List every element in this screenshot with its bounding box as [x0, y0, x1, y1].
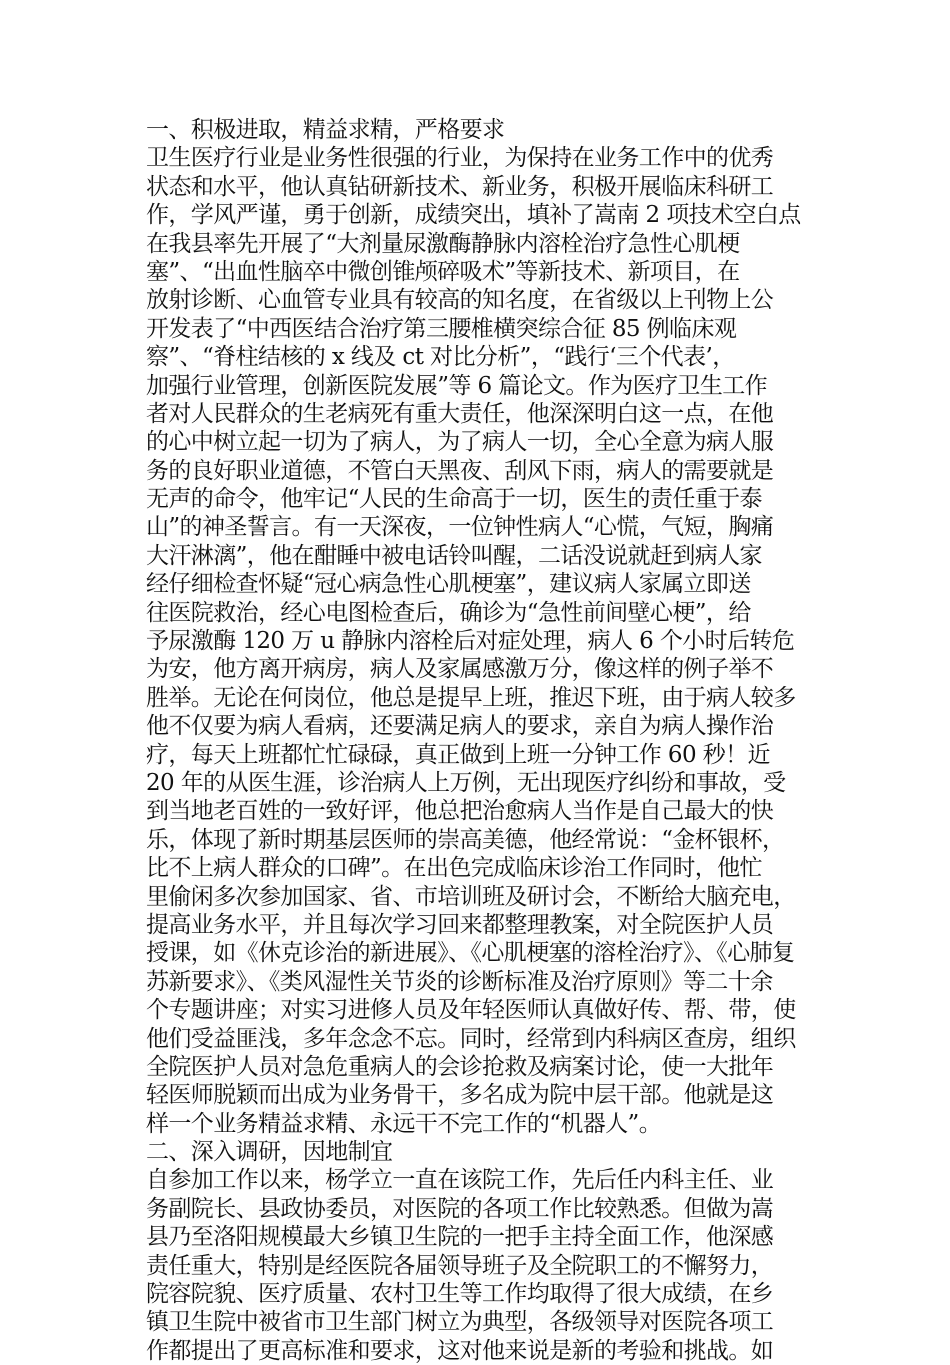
- text-line: 务副院长、县政协委员，对医院的各项工作比较熟悉。但做为嵩: [146, 1195, 774, 1222]
- text-line: 县乃至洛阳规模最大乡镇卫生院的一把手主持全面工作，他深感: [146, 1224, 774, 1251]
- text-line: 20 年的从医生涯，诊治病人上万例，无出现医疗纠纷和事故，受: [146, 769, 786, 796]
- text-line: 疗，每天上班都忙忙碌碌，真正做到上班一分钟工作 60 秒！近: [146, 741, 770, 768]
- text-line: 个专题讲座；对实习进修人员及年轻医师认真做好传、帮、带，使: [146, 997, 796, 1024]
- text-line: 大汗淋漓”，他在酣睡中被电话铃叫醒，二话没说就赶到病人家: [146, 542, 762, 569]
- text-line: 责任重大，特别是经医院各届领导班子及全院职工的不懈努力，: [146, 1252, 774, 1279]
- text-line: 开发表了“中西医结合治疗第三腰椎横突综合征 85 例临床观: [146, 315, 737, 342]
- text-line: 乐，体现了新时期基层医师的崇高美德，他经常说：“金杯银杯，: [146, 826, 785, 853]
- text-line: 授课，如《休克诊治的新进展》、《心肌梗塞的溶栓治疗》、《心肺复: [146, 940, 795, 967]
- text-line: 在我县率先开展了“大剂量尿激酶静脉内溶栓治疗急性心肌梗: [146, 230, 740, 257]
- text-line: 他们受益匪浅，多年念念不忘。同时，经常到内科病区查房，组织: [146, 1025, 796, 1052]
- text-line: 加强行业管理，创新医院发展”等 6 篇论文。作为医疗卫生工作: [146, 372, 768, 399]
- text-line: 作，学风严谨，勇于创新，成绩突出，填补了嵩南 2 项技术空白点: [146, 202, 801, 229]
- text-line: 一、积极进取，精益求精，严格要求: [146, 117, 505, 143]
- text-line: 院容院貌、医疗质量、农村卫生等工作均取得了很大成绩，在乡: [146, 1281, 774, 1308]
- text-line: 察”、“脊柱结核的 x 线及 ct 对比分析”，“践行‘三个代表’，: [146, 344, 735, 371]
- text-line: 务的良好职业道德，不管白天黑夜、刮风下雨，病人的需要就是: [146, 457, 774, 484]
- document-body: [146, 116, 814, 1365]
- text-line: 苏新要求》、《类风湿性关节炎的诊断标准及治疗原则》等二十余: [146, 968, 773, 995]
- text-line: 卫生医疗行业是业务性很强的行业，为保持在业务工作中的优秀: [146, 145, 774, 172]
- text-line: 到当地老百姓的一致好评，他总把治愈病人当作是自己最大的快: [146, 798, 774, 825]
- text-line: 往医院救治，经心电图检查后，确诊为“急性前间壁心梗”，给: [146, 599, 751, 626]
- text-line: 作都提出了更高标准和要求，这对他来说是新的考验和挑战。如: [146, 1337, 774, 1364]
- text-line: 比不上病人群众的口碑”。在出色完成临床诊治工作同时，他忙: [146, 855, 762, 882]
- text-line: 山”的神圣誓言。有一天深夜，一位钟性病人“心慌，气短，胸痛: [146, 514, 774, 541]
- text-line: 自参加工作以来，杨学立一直在该院工作，先后任内科主任、业: [146, 1167, 774, 1194]
- text-line: 塞”、“出血性脑卒中微创锥颅碎吸术”等新技术、新项目，在: [146, 258, 740, 285]
- text-line: 放射诊断、心血管专业具有较高的知名度，在省级以上刊物上公: [146, 287, 774, 314]
- text-line: 镇卫生院中被省市卫生部门树立为典型，各级领导对医院各项工: [146, 1309, 774, 1336]
- text-line: 者对人民群众的生老病死有重大责任，他深深明白这一点，在他: [146, 400, 774, 427]
- text-line: 轻医师脱颖而出成为业务骨干，多名成为院中层干部。他就是这: [146, 1082, 774, 1109]
- text-line: 二、深入调研，因地制宜: [146, 1139, 393, 1166]
- text-line: 他不仅要为病人看病，还要满足病人的要求，亲自为病人操作治: [146, 713, 774, 740]
- text-line: 样一个业务精益求精、永远干不完工作的“机器人”。: [146, 1110, 662, 1137]
- text-line: 状态和水平，他认真钻研新技术、新业务，积极开展临床科研工: [146, 173, 774, 200]
- text-line: 全院医护人员对急危重病人的会诊抢救及病案讨论，使一大批年: [146, 1053, 774, 1080]
- text-line: 的心中树立起一切为了病人，为了病人一切，全心全意为病人服: [146, 429, 774, 456]
- text-line: 胜举。无论在何岗位，他总是提早上班，推迟下班，由于病人较多: [146, 684, 796, 711]
- text-line: 提高业务水平，并且每次学习回来都整理教案，对全院医护人员: [146, 911, 774, 938]
- text-line: 无声的命令，他牢记“人民的生命高于一切，医生的责任重于泰: [146, 486, 762, 513]
- text-line: 予尿激酶 120 万 u 静脉内溶栓后对症处理，病人 6 个小时后转危: [146, 628, 795, 655]
- text-line: 里偷闲多次参加国家、省、市培训班及研讨会，不断给大脑充电，: [146, 883, 796, 910]
- text-line: 为安，他方离开病房，病人及家属感激万分，像这样的例子举不: [146, 656, 774, 683]
- text-line: 经仔细检查怀疑“冠心病急性心肌梗塞”，建议病人家属立即送: [146, 571, 751, 598]
